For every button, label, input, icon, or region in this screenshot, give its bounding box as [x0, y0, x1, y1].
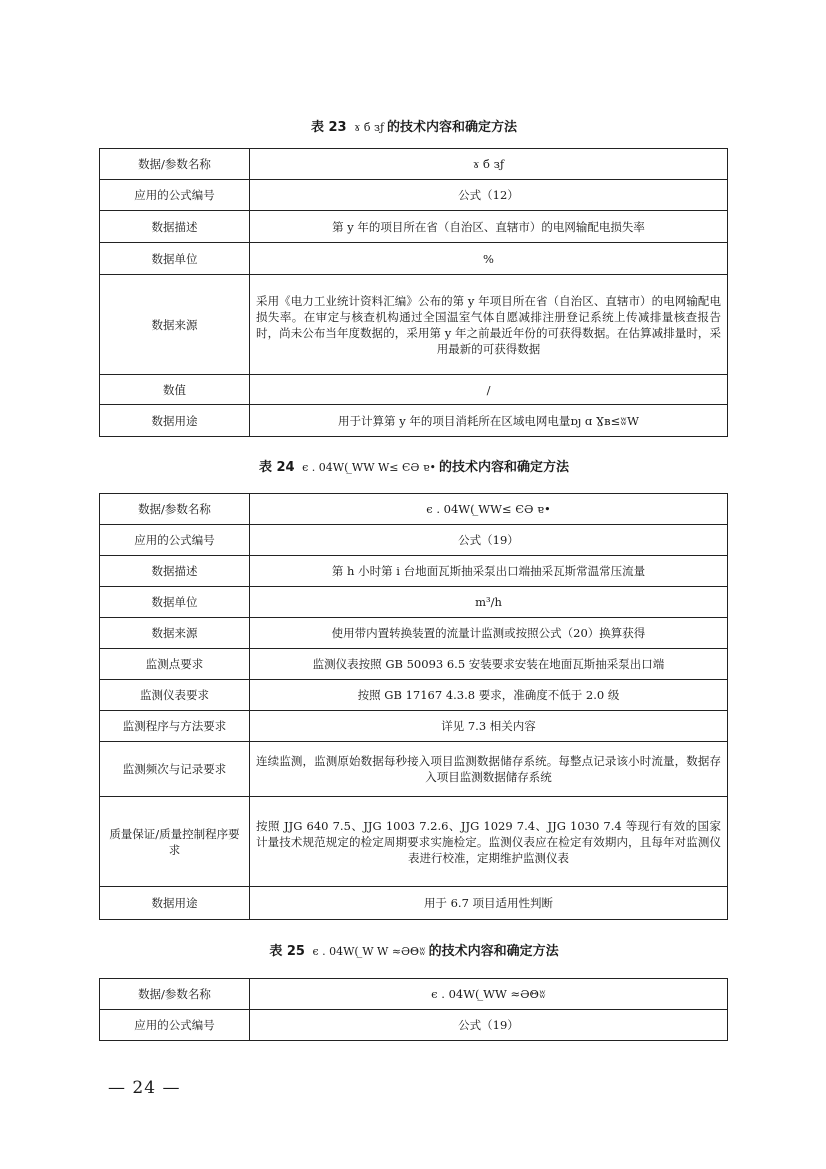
- row-value: 公式（19）: [250, 525, 728, 556]
- row-label: 监测频次与记录要求: [100, 742, 250, 797]
- row-label: 监测程序与方法要求: [100, 711, 250, 742]
- row-label: 数据来源: [100, 275, 250, 375]
- table-row: [100, 979, 728, 1010]
- row-value: 第 y 年的项目所在省（自治区、直辖市）的电网输配电损失率: [250, 211, 728, 243]
- table-24: [99, 493, 728, 920]
- row-label: 数据单位: [100, 243, 250, 275]
- row-value: 使用带内置转换装置的流量计监测或按照公式（20）换算获得: [250, 618, 728, 649]
- row-label: 监测点要求: [100, 649, 250, 680]
- row-value: ɤ б зƒ: [250, 149, 728, 180]
- row-value: 按照 GB 17167 4.3.8 要求，准确度不低于 2.0 级: [250, 680, 728, 711]
- table-row: [100, 711, 728, 742]
- caption-suffix: 的技术内容和确定方法: [387, 120, 518, 135]
- row-value: є . 04W( ̲WW≤ ЄƏ ɐ•: [250, 494, 728, 525]
- row-label: 数据描述: [100, 211, 250, 243]
- row-value: 用于 6.7 项目适用性判断: [250, 887, 728, 920]
- table-row: [100, 887, 728, 920]
- row-value: 公式（12）: [250, 180, 728, 211]
- row-label: 数值: [100, 375, 250, 405]
- row-label: 数据/参数名称: [100, 979, 250, 1010]
- table-row: [100, 649, 728, 680]
- row-label: 应用的公式编号: [100, 1010, 250, 1041]
- row-value: %: [250, 243, 728, 275]
- table-row: [100, 556, 728, 587]
- row-label: 数据用途: [100, 887, 250, 920]
- caption-prefix: 表 24: [258, 460, 295, 475]
- row-label: 质量保证/质量控制程序要求: [100, 797, 250, 887]
- table-row: [100, 149, 728, 180]
- table-row: [100, 742, 728, 797]
- caption-prefix: 表 25: [269, 944, 305, 959]
- row-label: 应用的公式编号: [100, 180, 250, 211]
- table-row: [100, 243, 728, 275]
- row-label: 数据/参数名称: [100, 149, 250, 180]
- row-label: 数据来源: [100, 618, 250, 649]
- row-value: 第 h 小时第 i 台地面瓦斯抽采泵出口端抽采瓦斯常温常压流量: [250, 556, 728, 587]
- row-value: 采用《电力工业统计资料汇编》公布的第 y 年项目所在省（自治区、直辖市）的电网输配电损失率。在审定与核查机构通过全国温室气体自愿减排注册登记系统上传减排量核查报告时，尚未公布当年度数据的，采用第 y 年之前最近年份的可获得数据。在估算减排量时，采用最新的可获得数据: [250, 275, 728, 375]
- table-row: [100, 375, 728, 405]
- row-label: 数据描述: [100, 556, 250, 587]
- row-label: 数据/参数名称: [100, 494, 250, 525]
- page-number: — 24 —: [108, 1078, 181, 1098]
- table-24-caption: [100, 458, 728, 478]
- row-value: 按照 JJG 640 7.5、JJG 1003 7.2.6、JJG 1029 7.4、JJG 1030 7.4 等现行有效的国家计量技术规范规定的检定周期要求实施检定。监测仪表应在检定有效期内，且每年对监测仪表进行校准，定期维护监测仪表: [250, 797, 728, 887]
- row-value: 监测仪表按照 GB 50093 6.5 安装要求安装在地面瓦斯抽采泵出口端: [250, 649, 728, 680]
- caption-suffix: 的技术内容和确定方法: [428, 944, 559, 959]
- caption-symbol: ɤ б зƒ: [354, 121, 385, 134]
- table-row: [100, 180, 728, 211]
- table-25: [99, 978, 728, 1041]
- row-value: m³/h: [250, 587, 728, 618]
- table-row: [100, 405, 728, 437]
- table-row: [100, 525, 728, 556]
- table-row: [100, 211, 728, 243]
- row-label: 监测仪表要求: [100, 680, 250, 711]
- table-row: [100, 275, 728, 375]
- row-value: 公式（19）: [250, 1010, 728, 1041]
- table-row: [100, 797, 728, 887]
- caption-suffix: 的技术内容和确定方法: [439, 460, 570, 475]
- row-label: 数据用途: [100, 405, 250, 437]
- table-25-caption: [100, 942, 728, 962]
- row-value: 连续监测，监测原始数据每秒接入项目监测数据储存系统。每整点记录该小时流量，数据存入项目监测数据储存系统: [250, 742, 728, 797]
- caption-symbol: є . 04W( ̲W W ≈ƏΘʬ: [312, 945, 426, 958]
- row-value: 用于计算第 y 年的项目消耗所在区域电网电量ɒȷ ɑ Ɣʙ≤ʬW: [250, 405, 728, 437]
- row-label: 应用的公式编号: [100, 525, 250, 556]
- table-row: [100, 587, 728, 618]
- row-value: /: [250, 375, 728, 405]
- caption-symbol: є . 04W( ̲WW W≤ ЄƏ ɐ•: [302, 461, 436, 474]
- row-value: є . 04W( ̲WW ≈ƏΘʬ: [250, 979, 728, 1010]
- row-value: 详见 7.3 相关内容: [250, 711, 728, 742]
- table-23: [99, 148, 728, 437]
- table-row: [100, 1010, 728, 1041]
- table-23-caption: [100, 118, 728, 138]
- table-row: [100, 494, 728, 525]
- caption-prefix: 表 23: [310, 120, 347, 135]
- table-row: [100, 680, 728, 711]
- table-row: [100, 618, 728, 649]
- row-label: 数据单位: [100, 587, 250, 618]
